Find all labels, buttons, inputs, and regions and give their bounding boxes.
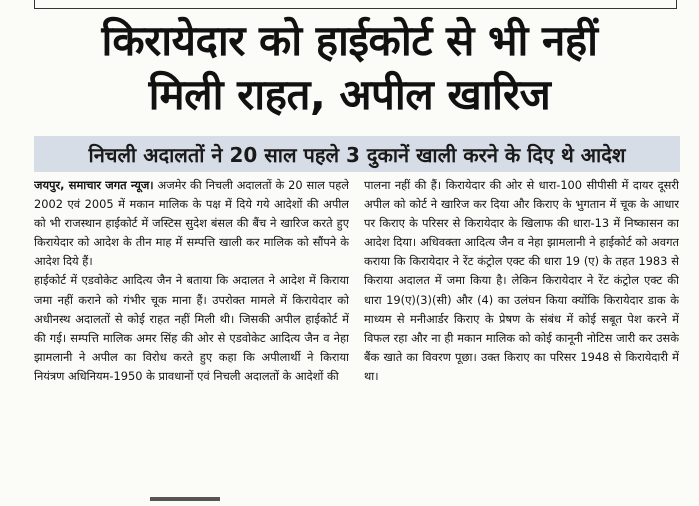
article-paragraph-2: हाईकोर्ट में एडवोकेट आदित्य जैन ने बताया कि अदालत ने आदेश में किराया जमा नहीं कराने को गंभीर चूक माना हैं। उपरोक्त मामले में किरायेदार को अधीनस्थ अदालतों से कोई राहत नहीं मिली थी। जिसकी अपील हाईकोर्ट में की गई। सम्पत्ति मालिक अमर सिंह की ओर से एडवोकेट आदित्य जैन व नेहा झामलानी ने अपील का विरोध करते हुए कहा कि अपीलार्थी ने किराया नियंत्रण अधिनियम-1950 के प्रावधानों एवं निचली अदालतों के आदेशों की (34, 273, 349, 383)
divider-bar (150, 497, 220, 501)
article-column-left (34, 176, 349, 488)
subheadline-band (34, 136, 680, 172)
subheadline: निचली अदालतों ने 20 साल पहले 3 दुकानें खाली करने के दिए थे आदेश (88, 142, 626, 167)
headline (0, 14, 699, 122)
next-article-fragment (0, 494, 699, 506)
paragraph-1-text: अजमेर की निचली अदालतों के 20 साल पहले 2002 एवं 2005 में मकान मालिक के पक्ष में दिये गये आदेशों की अपील को भी राजस्थान हाईकोर्ट में जस्टिस सुदेश बंसल की बैंच ने खारिज करते हुए किरायेदार को आदेश के तीन माह में सम्पत्ति खाली कर मालिक को सौंपने के आदेश दिये हैं। (34, 178, 349, 269)
article-paragraph-3: पालना नहीं की हैं। किरायेदार की ओर से धारा-100 सीपीसी में दायर दूसरी अपील को कोर्ट ने खारिज कर दिया और किराए के भुगतान में चूक के आधार पर किराए के परिसर से किरायेदार के खिलाफ की धारा-13 में निष्कासन का आदेश दिया। अधिवक्ता आदित्य जैन व नेहा झामलानी ने हाईकोर्ट को अवगत कराया कि किरायेदार ने रेंट कंट्रोल एक्ट की धारा 19 (ए) के तहत 1983 से किराया अदालत में जमा किया है। लेकिन किरायेदार ने रेंट कंट्रोल एक्ट की धारा 19(ए)(3)(सी) और (4) का उलंघन किया क्योंकि किरायेदार डाक के माध्यम से मनीआर्डर किराए के प्रेषण के संबंध में कोई सबूत पेश करने में विफल रहा और ना ही मकान मालिक को कोई कानूनी नोटिस जारी कर उसके बैंक खाते का विवरण पूछा। उक्त किराए का परिसर 1948 से किरायेदारी में था। (364, 178, 679, 383)
article-column-right (364, 176, 679, 488)
dateline: जयपुर, समाचार जगत न्यूज। (34, 178, 154, 192)
headline-line-1: किरायेदार को हाईकोर्ट से भी नहीं (101, 16, 598, 65)
article-paragraph-1 (34, 176, 349, 271)
headline-line-2: मिली राहत, अपील खारिज (148, 70, 551, 119)
previous-article-border (34, 0, 677, 9)
